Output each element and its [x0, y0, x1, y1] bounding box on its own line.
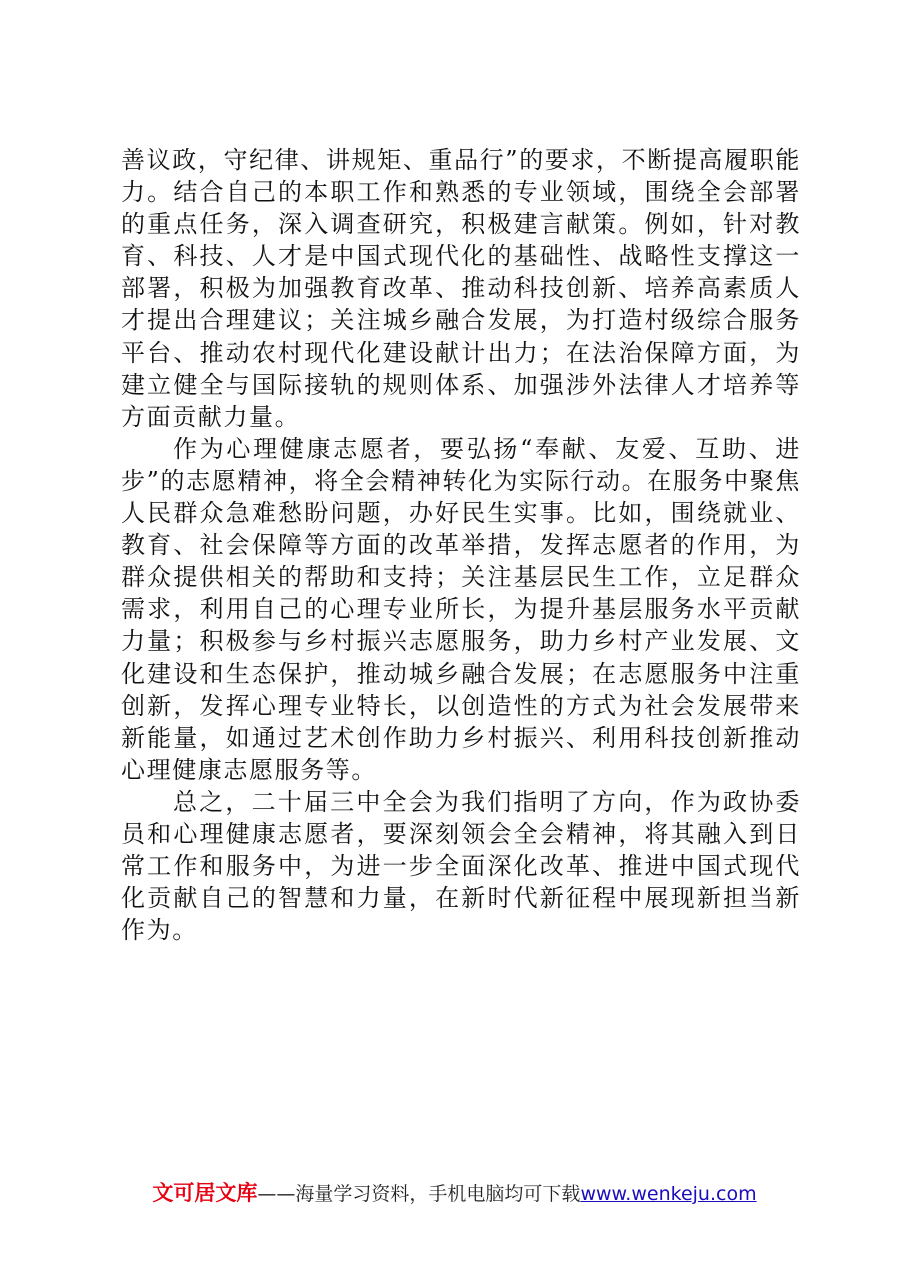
- footer-brand: 文可居文库: [152, 1181, 258, 1205]
- paragraph-conclusion: 总之，二十届三中全会为我们指明了方向，作为政协委员和心理健康志愿者，要深刻领会全会精神，将其融入到日常工作和服务中，为进一步全面深化改革、推进中国式现代化贡献自己的智慧和力量，在新时代新征程中展现新担当新作为。: [121, 787, 801, 945]
- footer-link[interactable]: www.wenkeju.com: [580, 1183, 757, 1205]
- paragraph-continued: 善议政，守纪律、讲规矩、重品行”的要求，不断提高履职能力。结合自己的本职工作和熟悉的专业领域，围绕全会部署的重点任务，深入调查研究，积极建言献策。例如，针对教育、科技、人才是中国式现代化的基础性、战略性支撑这一部署，积极为加强教育改革、推动科技创新、培养高素质人才提出合理建议；关注城乡融合发展，为打造村级综合服务平台、推动农村现代化建设献计出力；在法治保障方面，为建立健全与国际接轨的规则体系、加强涉外法律人才培养等方面贡献力量。: [121, 146, 801, 431]
- paragraph-volunteer: 作为心理健康志愿者，要弘扬“奉献、友爱、互助、进步”的志愿精神，将全会精神转化为实际行动。在服务中聚焦人民群众急难愁盼问题，办好民生实事。比如，围绕就业、教育、社会保障等方面的改革举措，发挥志愿者的作用，为群众提供相关的帮助和支持；关注基层民生工作，立足群众需求，利用自己的心理专业所长，为提升基层服务水平贡献力量；积极参与乡村振兴志愿服务，助力乡村产业发展、文化建设和生态保护，推动城乡融合发展；在志愿服务中注重创新，发挥心理专业特长，以创造性的方式为社会发展带来新能量，如通过艺术创作助力乡村振兴、利用科技创新推动心理健康志愿服务等。: [121, 434, 801, 784]
- footer-banner: [0, 1178, 909, 1209]
- document-body: [121, 144, 801, 946]
- footer-slogan: ——海量学习资料，手机电脑均可下载: [257, 1183, 581, 1205]
